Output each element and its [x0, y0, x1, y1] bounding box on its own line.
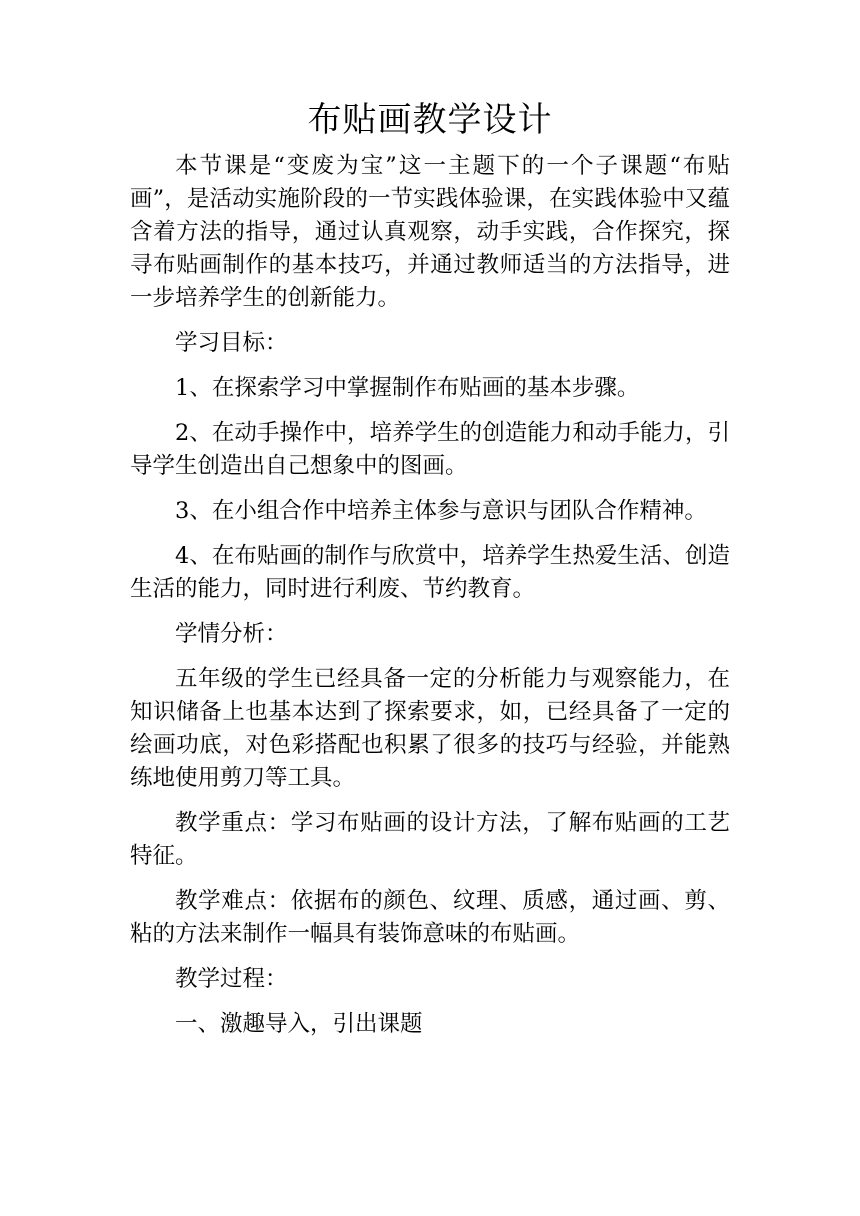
- objective-item-1: 1、在探索学习中掌握制作布贴画的基本步骤。: [175, 375, 640, 401]
- intro-paragraph: 本节课是“变废为宝”这一主题下的一个子课题“布贴画”，是活动实施阶段的一节实践体验课，在实践体验中又蕴含着方法的指导，通过认真观察，动手实践，合作探究，探寻布贴画制作的基本技巧，并通过教师适当的方法指导，进一步培养学生的创新能力。: [130, 153, 730, 311]
- objective-item-2: 2、在动手操作中，培养学生的创造能力和动手能力，引导学生创造出自己想象中的图画。: [130, 420, 730, 479]
- difficulties-paragraph: 教学难点：依据布的颜色、纹理、质感，通过画、剪、粘的方法来制作一幅具有装饰意味的布贴画。: [130, 888, 730, 947]
- process-step-1: 一、激趣导入，引出课题: [175, 1011, 423, 1037]
- process-heading: 教学过程：: [175, 966, 288, 992]
- key-points-paragraph: 教学重点：学习布贴画的设计方法，了解布贴画的工艺特征。: [130, 810, 730, 869]
- objective-item-4: 4、在布贴画的制作与欣赏中，培养学生热爱生活、创造生活的能力，同时进行利废、节约教育。: [130, 543, 730, 602]
- analysis-heading: 学情分析：: [175, 621, 288, 647]
- analysis-paragraph: 五年级的学生已经具备一定的分析能力与观察能力，在知识储备上也基本达到了探索要求，如，已经具备了一定的绘画功底，对色彩搭配也积累了很多的技巧与经验，并能熟练地使用剪刀等工具。: [130, 666, 730, 791]
- document-title: 布贴画教学设计: [307, 100, 553, 140]
- objectives-heading: 学习目标：: [175, 330, 288, 356]
- document-body: [130, 96, 730, 1053]
- objective-item-3: 3、在小组合作中培养主体参与意识与团队合作精神。: [175, 498, 707, 524]
